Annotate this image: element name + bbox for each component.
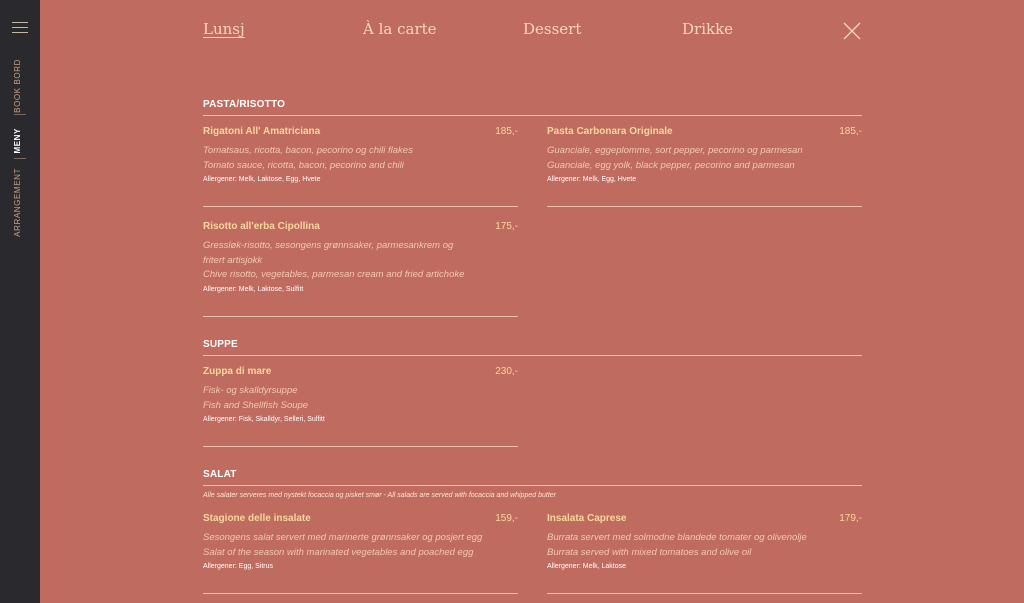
hamburger-icon[interactable] — [12, 22, 28, 34]
menu-item — [203, 513, 518, 570]
item-price: 185,- — [839, 126, 862, 137]
section-note: Alle salater serveres med nystekt focaccia og pisket smør - All salads are served with focaccia and whipped butter — [203, 492, 557, 499]
tab-lunsj[interactable]: Lunsj — [203, 20, 245, 38]
item-description-no: Burrata servert med solmodne blandede tomater og olivenolje — [547, 532, 807, 543]
sidebar-item-book-bord[interactable]: BOOK BORD — [13, 59, 22, 113]
sidebar-item-arrangement[interactable]: ARRANGEMENT — [13, 168, 22, 237]
item-divider — [203, 446, 518, 447]
item-name: Zuppa di mare — [203, 366, 272, 377]
tab-a-la-carte[interactable]: À la carte — [363, 20, 437, 38]
tab-dessert[interactable]: Dessert — [523, 20, 582, 38]
item-description-en: Fish and Shellfish Soupe — [203, 399, 309, 411]
item-description-no: Gressløk-risotto, sesongens grønnsaker, parmesankrem og fritert artisjokk — [203, 240, 454, 266]
menu-item — [203, 126, 518, 183]
item-divider — [547, 593, 862, 594]
section-divider — [203, 485, 862, 486]
item-description-en: Salat of the season with marinated vegetables and poached egg — [203, 546, 474, 558]
menu-item — [203, 221, 518, 293]
sidebar-divider — [14, 158, 26, 159]
sidebar-divider — [14, 114, 26, 115]
item-name: Stagione delle insalate — [203, 513, 311, 524]
item-description — [203, 384, 483, 413]
item-divider — [203, 593, 518, 594]
item-description-en: Chive risotto, vegetables, parmesan cream and fried artichoke — [203, 269, 465, 280]
tab-drikke[interactable]: Drikke — [682, 20, 734, 38]
menu-tabs — [203, 20, 863, 42]
item-description-no: Fisk- og skalldyrsuppe — [203, 385, 298, 396]
item-name: Risotto all'erba Cipollina — [203, 221, 320, 232]
item-price: 230,- — [495, 366, 518, 377]
sidebar-item-meny[interactable]: MENY — [13, 128, 22, 154]
item-allergens: Allergener: Melk, Egg, Hvete — [547, 176, 637, 183]
item-description-no: Guanciale, eggeplomme, sort pepper, pecorino og parmesan — [547, 145, 803, 156]
item-allergens: Allergener: Fisk, Skalldyr, Selleri, Sulfitt — [203, 416, 325, 423]
item-divider — [203, 206, 518, 207]
menu-item — [203, 366, 518, 423]
item-name: Insalata Caprese — [547, 513, 627, 524]
menu-item — [547, 513, 862, 570]
item-price: 185,- — [495, 126, 518, 137]
item-price: 159,- — [495, 513, 518, 524]
item-description-no: Tomatsaus, ricotta, bacon, pecorino og chili flakes — [203, 145, 413, 156]
item-allergens: Allergener: Melk, Laktose — [547, 563, 626, 570]
item-name: Rigatoni All' Amatriciana — [203, 126, 321, 137]
item-description-en: Guanciale, egg yolk, black pepper, pecorino and parmesan — [547, 159, 795, 171]
item-allergens: Allergener: Egg, Sitrus — [203, 563, 274, 570]
section-title-pasta: PASTA/RISOTTO — [203, 99, 286, 110]
item-allergens: Allergener: Melk, Laktose, Sulfitt — [203, 285, 304, 293]
item-divider — [547, 206, 862, 207]
item-description-en: Tomato sauce, ricotta, bacon, pecorino and chili — [203, 159, 404, 171]
section-title-suppe: SUPPE — [203, 339, 238, 350]
item-allergens: Allergener: Melk, Laktose, Egg, Hvete — [203, 176, 321, 183]
item-description — [203, 239, 468, 283]
section-title-salat: SALAT — [203, 469, 237, 480]
item-name: Pasta Carbonara Originale — [547, 126, 673, 137]
item-price: 175,- — [495, 221, 518, 232]
item-description-no: Sesongens salat servert med marinerte grønnsaker og posjert egg — [203, 532, 483, 543]
item-description-en: Burrata served with mixed tomatoes and olive oil — [547, 546, 752, 558]
close-icon[interactable] — [843, 22, 861, 40]
item-description — [547, 531, 847, 560]
item-description — [547, 144, 847, 173]
item-price: 179,- — [839, 513, 862, 524]
item-description — [203, 144, 483, 173]
menu-item — [547, 126, 862, 183]
sidebar — [0, 0, 40, 603]
section-divider — [203, 355, 862, 356]
item-divider — [203, 316, 518, 317]
item-description — [203, 531, 503, 560]
section-divider — [203, 115, 862, 116]
